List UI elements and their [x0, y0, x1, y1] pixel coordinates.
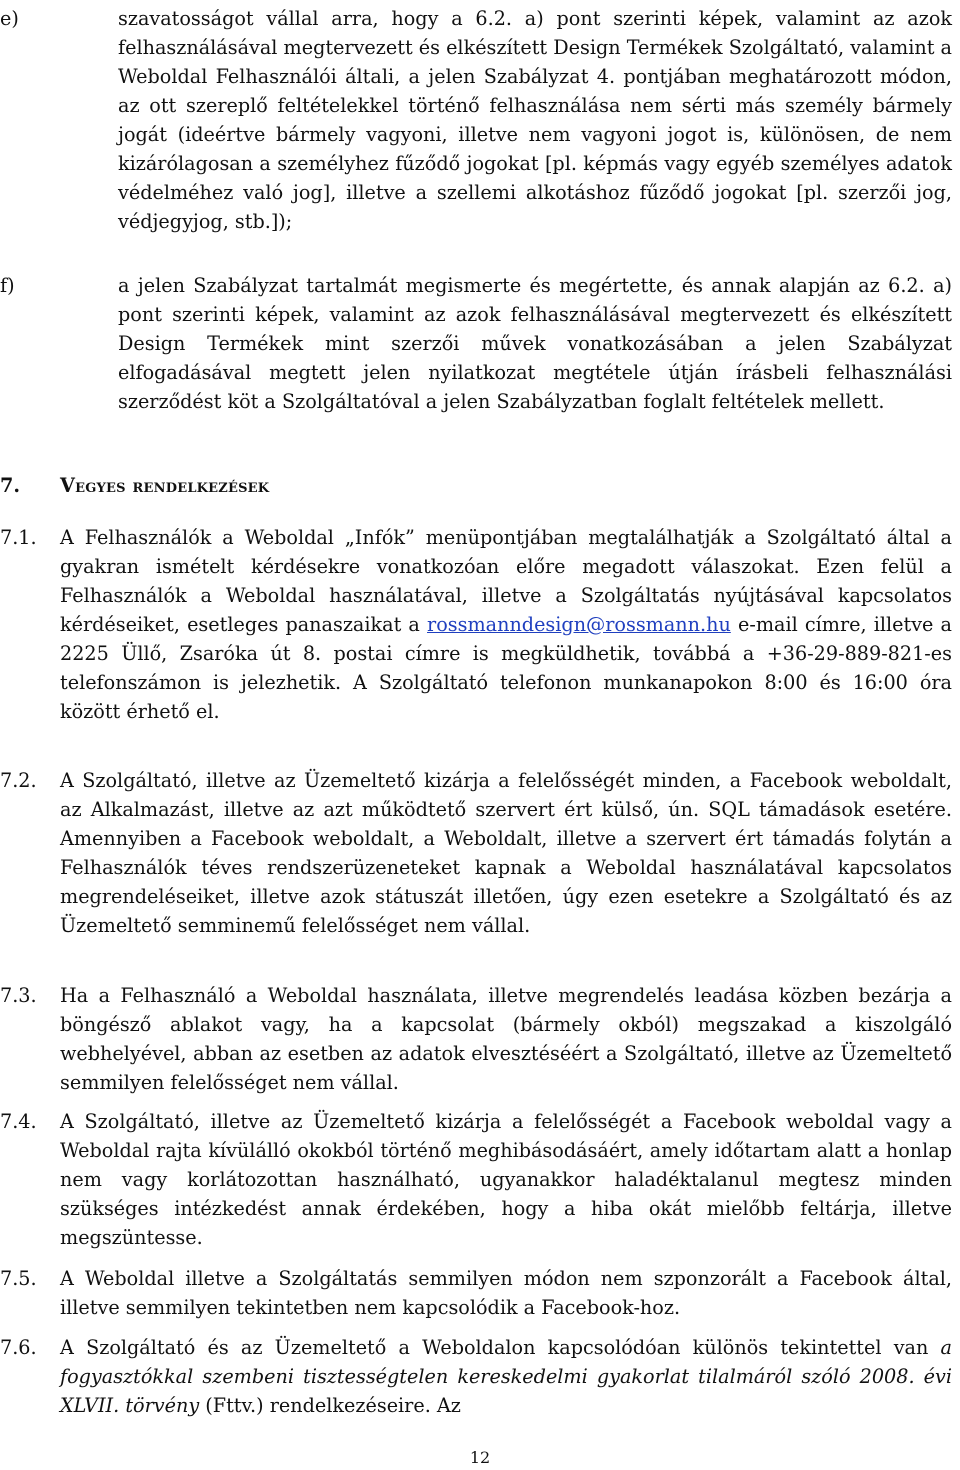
clause-label: 7.4.: [0, 1110, 37, 1133]
law-title: a fogyasztókkal szembeni tisztességtelen kereskedelmi gyakorlat tilalmáról szóló 2008. évi XLVII. törvény: [60, 1336, 952, 1417]
clause-text-part: A Szolgáltató és az Üzemeltető a Weboldalon kapcsolódóan különös tekintettel van: [60, 1336, 941, 1359]
clause-text: [60, 523, 952, 726]
item-text: szavatosságot vállal arra, hogy a 6.2. a) pont szerinti képek, valamint az azok felhasználásával megtervezett és elkészített Design Termékek Szolgáltató, valamint a Weboldal Felhasználói általi, a jelen Szabályzat 4. pontjában meghatározott módon, az ott szereplő feltételekkel történő felhasználása nem sérti más személy bármely jogát (ideértve bármely vagyoni, illetve nem vagyoni jogot is, különösen, de nem kizárólagosan a személyhez fűződő jogokat [pl. képmás vagy egyéb személyes adatok védelméhez való jog], illetve a szellemi alkotáshoz fűződő jogokat [pl. szerzői jog, védjegyjog, stb.]);: [118, 7, 952, 233]
item-text: a jelen Szabályzat tartalmát megismerte és megértette, és annak alapján az 6.2. a) pont szerinti képek, valamint az azok felhasználásával megtervezett és elkészített Design Termékek mint szerzői művek vonatkozásában a jelen Szabályzat elfogadásával megtett jelen nyilatkozat megtétele útján írásbeli felhasználási szerződést köt a Szolgáltatóval a jelen Szabályzatban foglalt feltételek mellett.: [118, 274, 952, 413]
section-title: Vegyes rendelkezések: [60, 474, 270, 497]
clause-text: [60, 1333, 952, 1420]
section-number: 7.: [0, 474, 21, 497]
clause-text: Ha a Felhasználó a Weboldal használata, illetve megrendelés leadása közben bezárja a böngésző ablakot vagy, ha a kapcsolat (bármely okból) megszakad a kiszolgáló webhelyével, abban az esetben az adatok elvesztéséért a Szolgáltató, illetve az Üzemeltető semmilyen felelősséget nem vállal.: [60, 984, 952, 1094]
clause-label: 7.2.: [0, 769, 37, 792]
clause-text: A Szolgáltató, illetve az Üzemeltető kizárja a felelősségét minden, a Facebook weboldalt, az Alkalmazást, illetve az azt működtető szervert ért külső, ún. SQL támadások esetére. Amennyiben a Facebook weboldalt, a Weboldalt, illetve a szervert ért támadás folytán a Felhasználók téves rendszerüzeneteket kapnak a Weboldal használatával kapcsolatos megrendeléseiket, illetve azok státuszát illetően, úgy ezen esetekre a Szolgáltató és az Üzemeltető semminemű felelősséget nem vállal.: [60, 769, 952, 937]
page-number: 12: [469, 1448, 491, 1467]
clause-label: 7.6.: [0, 1336, 37, 1359]
item-label: f): [0, 274, 15, 297]
clause-label: 7.3.: [0, 984, 37, 1007]
clause-label: 7.5.: [0, 1267, 37, 1290]
clause-text-part: (Fttv.) rendelkezéseire. Az: [199, 1394, 461, 1417]
clause-text: A Szolgáltató, illetve az Üzemeltető kizárja a felelősségét a Facebook weboldal vagy a Weboldal rajta kívülálló okokból történő meghibásodásáért, amely időtartam alatt a honlap nem vagy korlátozottan használható, ugyanakkor haladéktalanul megtesz minden szükséges intézkedést annak érdekében, hogy a hiba okát mielőbb feltárja, illetve megszüntesse.: [60, 1110, 952, 1249]
clause-label: 7.1.: [0, 526, 37, 549]
email-link[interactable]: rossmanndesign@rossmann.hu: [427, 613, 731, 636]
clause-text: A Weboldal illetve a Szolgáltatás semmilyen módon nem szponzorált a Facebook által, illetve semmilyen tekintetben nem kapcsolódik a Facebook-hoz.: [60, 1267, 952, 1319]
item-label: e): [0, 7, 19, 30]
clause-text-part: A Felhasználók a Weboldal „Infók” menüpontjában megtalálhatják a Szolgáltató által a gyakran ismételt kérdésekre vonatkozóan előre megadott válaszokat. Ezen felül a Felhasználók a Weboldal használatával, illetve a Szolgáltatás nyújtásával kapcsolatos kérdéseiket, esetleges panaszaikat a: [60, 526, 952, 636]
clause-text-part: e-mail címre, illetve a 2225 Üllő, Zsaróka út 8. postai címre is megküldhetik, továbbá a +36-29-889-821-es telefonszámon is jelezhetik. A Szolgáltató telefonon munkanapokon 8:00 és 16:00 óra között érhető el.: [60, 613, 952, 723]
